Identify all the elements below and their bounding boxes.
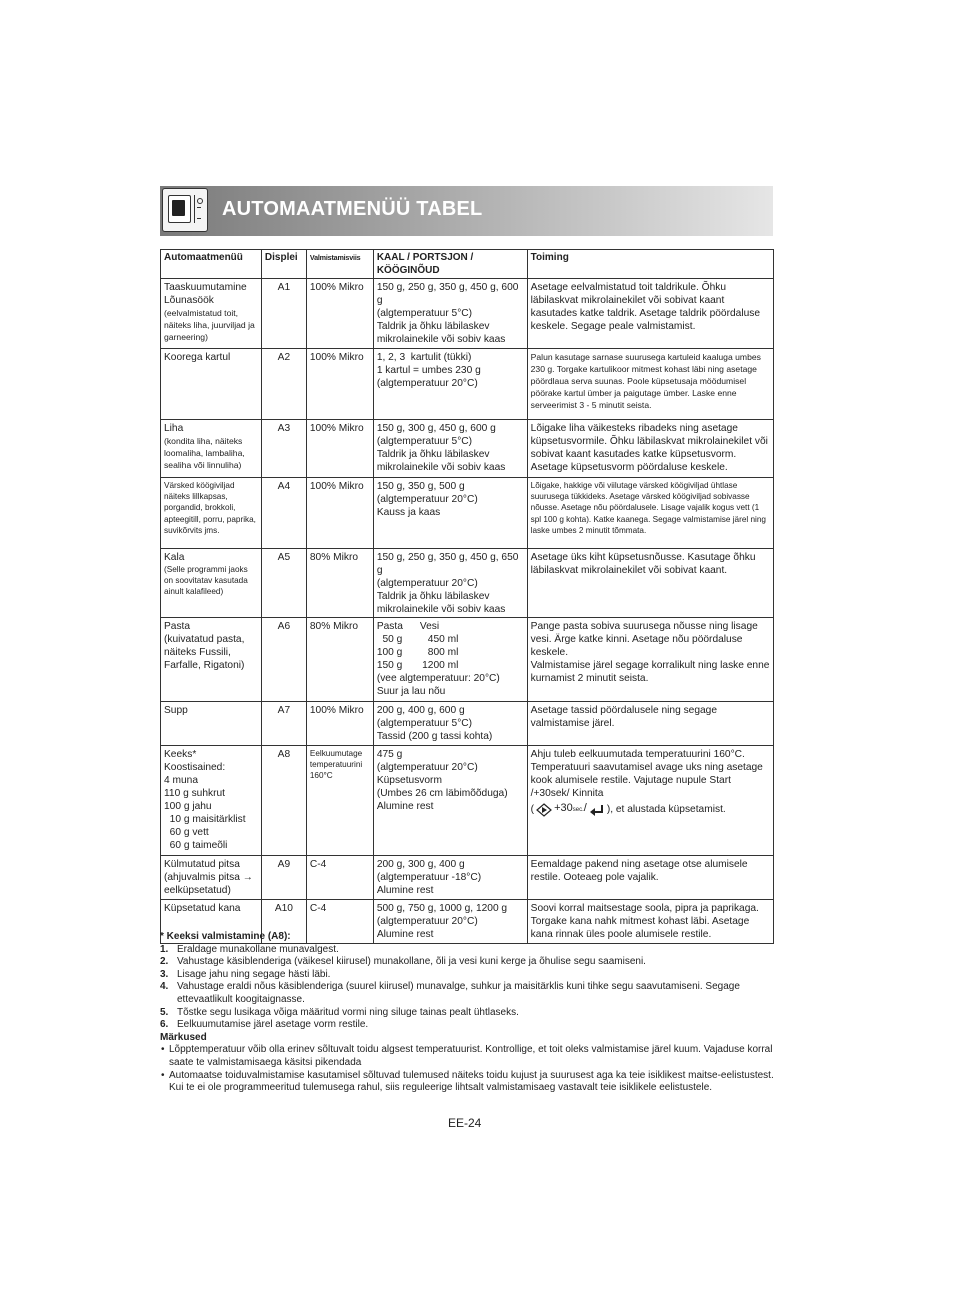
table-row [161, 618, 774, 702]
section-title: AUTOMAATMENÜÜ TABEL [222, 198, 483, 220]
menu-cell [161, 478, 262, 549]
menu-sub: Koostisained: 4 muna 110 g suhkrut 100 g jahu 10 g maisitärklist 60 g vett 60 g taimeõli [164, 762, 246, 851]
weight-cell: 150 g, 350 g, 500 g (algtemperatuur 20°C) Kauss ja kaas [373, 478, 527, 549]
weight-cell: 200 g, 400 g, 600 g (algtemperatuur 5°C) Tassid (200 g tassi kohta) [373, 702, 527, 746]
action-cell: Asetage eelvalmistatud toit taldrikule. Õhku läbilaskvat mikrolainekilet või sobivat kaant kasutades katke taldrik. Asetage taldrik pöördaluse keskele. Segage peale valmistamist. [527, 279, 773, 349]
list-item: 3. Lisage jahu ning segage hästi läbi. [160, 968, 331, 980]
weight-cell: 150 g, 250 g, 350 g, 450 g, 650 g (algtemperatuur 20°C) Taldrik ja õhku läbilaskev mikrolainekile või sobiv kaas [373, 549, 527, 618]
menu-name: Kala [164, 552, 185, 563]
method-cell: 100% Mikro [306, 478, 373, 549]
menu-name: Koorega kartul [164, 352, 231, 363]
display-code: A5 [261, 549, 306, 618]
action-cell [527, 746, 773, 856]
remarks-heading: Märkused [160, 1031, 207, 1043]
weight-cell: 500 g, 750 g, 1000 g, 1200 g (algtemperatuur 20°C) Alumine rest [373, 900, 527, 944]
action-cell: Asetage tassid pöördalusele ning segage valmistamise järel. [527, 702, 773, 746]
start-diamond-icon [536, 803, 552, 817]
menu-sub: (ahjuvalmis pitsa → eelküpsetatud) [164, 872, 253, 896]
display-code: A8 [261, 746, 306, 856]
weight-cell: 150 g, 250 g, 350 g, 450 g, 600 g (algtemperatuur 5°C) Taldrik ja õhku läbilaskev mikrolainekile või sobiv kaas [373, 279, 527, 349]
column-header-display: Displei [261, 250, 306, 279]
menu-cell [161, 856, 262, 900]
method-cell: 100% Mikro [306, 702, 373, 746]
action-cell: Palun kasutage sarnase suurusega kartuleid kaaluga umbes 230 g. Torgake kartulikoor mitmest kohast läbi ning asetage pöördlaua serva suunas. Poole küpsetusaja möödumisel pöörake kartul ümber ja paigutage ümber. Laske enne serveerimist 3 - 5 minutit seista. [527, 349, 773, 420]
weight-cell: 150 g, 300 g, 450 g, 600 g (algtemperatuur 5°C) Taldrik ja õhku läbilaskev mikrolainekile või sobiv kaas [373, 420, 527, 478]
menu-name: Värsked köögiviljad [164, 481, 235, 490]
method-cell: 100% Mikro [306, 279, 373, 349]
menu-name: Taaskuumutamine Lõunasöök [164, 282, 247, 306]
section-header [160, 186, 773, 236]
display-code: A6 [261, 618, 306, 702]
weight-cell: Pasta Vesi 50 g 450 ml 100 g 800 ml 150 g 1200 ml (vee algtemperatuur: 20°C) Suur ja lau nõu [373, 618, 527, 702]
menu-cell [161, 349, 262, 420]
list-item: 6. Eelkuumutamise järel asetage vorm restile. [160, 1019, 369, 1031]
notes-section [160, 931, 774, 1095]
button-symbols: ( +30sec./ ), et alustada küpsetamist. [530, 802, 726, 815]
display-code: A4 [261, 478, 306, 549]
enter-arrow-icon [589, 804, 605, 816]
menu-cell [161, 618, 262, 702]
method-cell: 80% Mikro [306, 618, 373, 702]
menu-name: Supp [164, 705, 188, 716]
table-row [161, 746, 774, 856]
table-row [161, 279, 774, 349]
method-cell: C-4 [306, 900, 373, 944]
display-code: A7 [261, 702, 306, 746]
menu-cell [161, 702, 262, 746]
column-header-weight: KAAL / PORTSJON / KÖÖGINÕUD [373, 250, 527, 279]
table-row [161, 856, 774, 900]
display-code: A10 [261, 900, 306, 944]
auto-menu-table [160, 249, 774, 944]
column-header-menu: Automaatmenüü [161, 250, 262, 279]
list-item: 1. Eraldage munakollane munavalgest. [160, 943, 339, 955]
action-tail: ), et alustada küpsetamist. [606, 804, 726, 815]
method-cell: 100% Mikro [306, 349, 373, 420]
page-number: EE-24 [448, 1116, 482, 1130]
list-item: 4. Vahustage eraldi nõus käsiblenderiga (suurel kiirusel) munavalge, suhkur ja maisitärklis kuni tihke segu saavutamiseni. Segage ettevaatlikult koogitaignasse. [160, 981, 740, 1005]
action-cell: Soovi korral maitsestage soola, pipra ja paprikaga. Torgake kana nahk mitmest kohast läbi. Asetage kana rinnak üles poole alumisele restile. [527, 900, 773, 944]
display-code: A1 [261, 279, 306, 349]
action-cell: Asetage üks kiht küpsetusnõusse. Kasutage õhku läbilaskvat mikrolainekilet või sobivat kaant. [527, 549, 773, 618]
action-text: Ahju tuleb eelkuumutada temperatuurini 160°C. Temperatuuri saavutamisel avage uks ning asetage kook alumisele restile. Vajutage nupule Start /+30sek/ Kinnita [530, 749, 763, 799]
menu-sub: (kondita liha, näiteks loomaliha, lambaliha, sealiha või linnuliha) [164, 436, 245, 470]
menu-cell [161, 549, 262, 618]
microwave-icon [162, 188, 208, 232]
action-cell: Lõigake liha väikesteks ribadeks ning asetage küpsetusvormile. Õhku läbilaskvat mikrolainekilet või sobivat kaant kasutades katke küpsetusvorm. Asetage küpsetusvorm pöördaluse keskele. [527, 420, 773, 478]
menu-sub: näiteks lillkapsas, porgandid, brokkoli, apteegitill, porru, paprika, suvikõrvits jms. [164, 492, 256, 535]
weight-cell: 475 g (algtemperatuur 20°C) Küpsetusvorm (Umbes 26 cm läbimõõduga) Alumine rest [373, 746, 527, 856]
column-header-action: Toiming [527, 250, 773, 279]
menu-name: Pasta [164, 621, 191, 632]
method-cell: 100% Mikro [306, 420, 373, 478]
list-item: • Automaatse toiduvalmistamise kasutamisel sõltuvad tulemused näiteks toidu kujust ja suurusest aga ka teie isiklikest maitse-eelistustest. Kui te ei ole programmeeritud tulemusega rahul, siis reguleerige lihtsalt valmistamisaeg vastavalt teie isiklikele eelistustele. [161, 1069, 774, 1094]
menu-sub: (Selle programmi jaoks on soovitatav kasutada ainult kalafileed) [164, 565, 248, 597]
menu-cell [161, 746, 262, 856]
table-row [161, 349, 774, 420]
cake-heading: * Keeksi valmistamine (A8): [160, 931, 291, 942]
table-row [161, 420, 774, 478]
menu-sub: (eelvalmistatud toit, näiteks liha, juurviljad ja garneering) [164, 308, 255, 342]
action-cell: Eemaldage pakend ning asetage otse alumisele restile. Ooteaeg pole vajalik. [527, 856, 773, 900]
menu-name: Küpsetatud kana [164, 903, 241, 914]
table-row [161, 702, 774, 746]
method-cell: 80% Mikro [306, 549, 373, 618]
remarks-list [160, 1044, 774, 1094]
list-item: • Lõpptemperatuur võib olla erinev sõltuvalt toidu algsest temperatuurist. Kontrollige, et toit oleks valmistamise järel kuum. Vajaduse korral saate te valmistamisaega käsitsi pikendada [161, 1044, 773, 1068]
method-cell: Eelkuumutage temperatuurini 160°C [306, 746, 373, 856]
weight-cell: 1, 2, 3 kartulit (tükki) 1 kartul = umbes 230 g (algtemperatuur 20°C) [373, 349, 527, 420]
action-cell: Pange pasta sobiva suurusega nõusse ning lisage vesi. Ärge katke kinni. Asetage nõu pöördaluse keskele. Valmistamise järel segage korralikult ning laske enne kurnamist 2 minutit seista. [527, 618, 773, 702]
display-code: A3 [261, 420, 306, 478]
table-row [161, 478, 774, 549]
list-item: 2. Vahustage käsiblenderiga (väikesel kiirusel) munakollane, õli ja vesi kuni kerge ja õhulise segu saamiseni. [160, 956, 646, 968]
table-header-row [161, 250, 774, 279]
menu-name: Keeks* [164, 749, 197, 760]
list-item: 5. Tõstke segu lusikaga võiga määritud vormi ning siluge tainas pealt ühtlaseks. [160, 1006, 519, 1018]
menu-cell [161, 420, 262, 478]
weight-cell: 200 g, 300 g, 400 g (algtemperatuur -18°C) Alumine rest [373, 856, 527, 900]
menu-cell [161, 279, 262, 349]
display-code: A9 [261, 856, 306, 900]
action-cell: Lõigake, hakkige või viilutage värsked köögiviljad ühtlase suurusega tükkideks. Asetage värsked köögiviljad sobivasse nõusse. Asetage nõu pöördalusele. Lisage vajalik kogus vett (1 spl 100 g kohta). Katke kaanega. Segage valmistamise järel ning laske umbes 2 minutit tõmmata. [527, 478, 773, 549]
menu-sub: (kuivatatud pasta, näiteks Fussili, Farfalle, Rigatoni) [164, 634, 245, 671]
method-cell: C-4 [306, 856, 373, 900]
display-code: A2 [261, 349, 306, 420]
menu-name: Liha [164, 423, 184, 434]
menu-name: Külmutatud pitsa [164, 859, 240, 870]
column-header-method: Valmistamisviis [306, 250, 373, 279]
cake-steps [160, 944, 774, 1032]
table-row [161, 549, 774, 618]
